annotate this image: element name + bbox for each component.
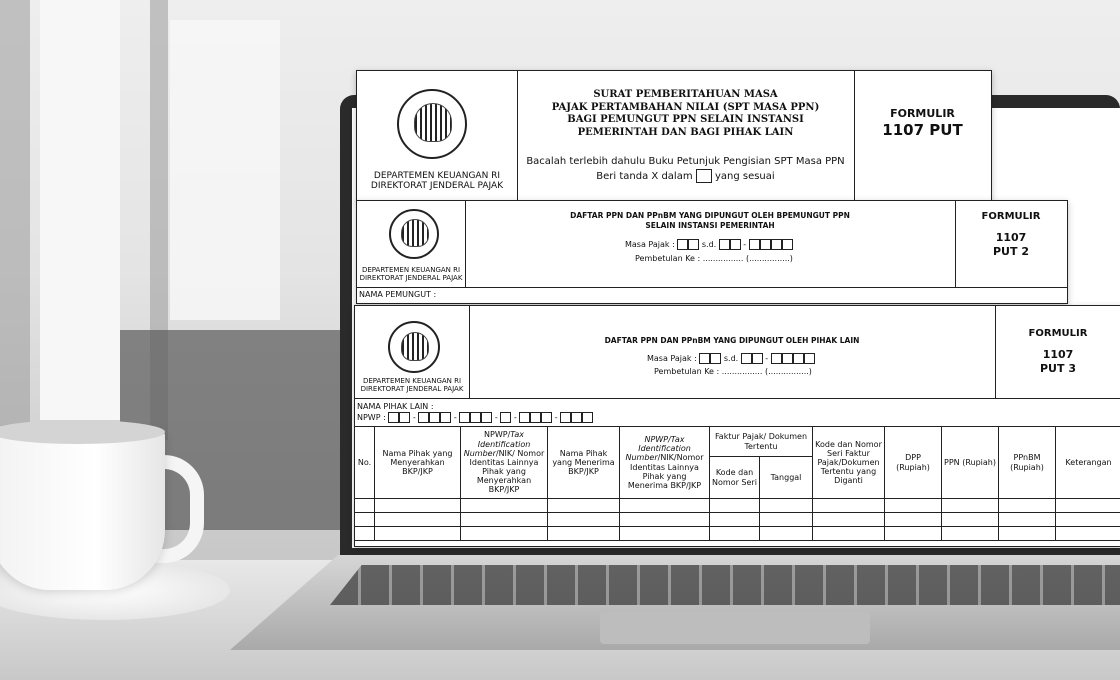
date-box (710, 353, 721, 364)
nama-pihak-lain-label: NAMA PIHAK LAIN : (357, 402, 434, 411)
masa-pajak-label: Masa Pajak : (647, 354, 697, 363)
date-box (760, 239, 771, 250)
dept-name (357, 266, 465, 282)
npwp-penerima-italic: Tax Identification Number (625, 434, 691, 463)
instruction-line-2 (517, 169, 854, 184)
npwp-label: NPWP : (357, 413, 386, 422)
pembetulan-row: Pembetulan Ke : ................ (................) (654, 367, 812, 376)
checkbox-sample (696, 169, 712, 183)
npwp-penerima-part: NPWP/ (644, 434, 671, 444)
col-header-kode-faktur: Kode dan Nomor Seri Faktur Pajak/Dokumen Tertentu yang Diganti (813, 427, 885, 499)
form-1107-put-2 (356, 200, 1068, 304)
formulir-code-2: PUT 3 (1040, 362, 1076, 375)
date-box (730, 239, 741, 250)
date-box (688, 239, 699, 250)
window-light (40, 0, 120, 420)
date-box (804, 353, 815, 364)
title-line-1: DAFTAR PPN DAN PPnBM YANG DIPUNGUT OLEH BPEMUNGUT PPN (570, 211, 850, 220)
title-line-2: SELAIN INSTANSI PEMERINTAH (645, 220, 775, 230)
logo-cell (357, 201, 466, 288)
laptop-keyboard (330, 565, 1120, 605)
coffee-cup (0, 430, 165, 590)
formulir-code: 1107 PUT (882, 121, 963, 139)
formulir-label: FORMULIR (1028, 328, 1088, 339)
wall-column (0, 0, 30, 440)
pembetulan-row: Pembetulan Ke : ................ (................) (635, 254, 793, 263)
form-1107-put-3 (354, 305, 1120, 547)
col-header-ppn: PPN (Rupiah) (942, 427, 999, 499)
col-header-no: No. (355, 427, 375, 499)
dept-line-2: DIREKTORAT JENDERAL PAJAK (370, 181, 504, 192)
instruction-post: yang sesuai (714, 170, 775, 182)
npwp-box (429, 412, 440, 423)
kemenkeu-emblem-icon (388, 321, 440, 373)
formulir-cell (854, 71, 991, 201)
npwp-box (388, 412, 399, 423)
npwp-box (530, 412, 541, 423)
date-box (793, 353, 804, 364)
npwp-box (571, 412, 582, 423)
date-box (699, 353, 710, 364)
npwp-box (582, 412, 593, 423)
npwp-box (500, 412, 511, 423)
col-header-nama-penyerah: Nama Pihak yang Menyerahkan BKP/JKP (375, 427, 461, 499)
window-light (170, 20, 280, 320)
formulir-cell (995, 306, 1120, 399)
title-line: BAGI PEMUNGUT PPN SELAIN INSTANSI (567, 114, 804, 125)
formulir-code-2: PUT 2 (993, 245, 1029, 258)
formulir-cell (955, 201, 1067, 288)
npwp-penyerah-part: NPWP/ (484, 430, 511, 440)
date-box (782, 353, 793, 364)
instruction-line-1: Bacalah terlebih dahulu Buku Petunjuk Pengisian SPT Masa PPN (526, 156, 845, 167)
date-box (749, 239, 760, 250)
nama-pemungut-row (359, 290, 436, 299)
table-row (355, 499, 1120, 513)
title-line: SURAT PEMBERITAHUAN MASA (593, 89, 778, 100)
npwp-box (440, 412, 451, 423)
npwp-box (470, 412, 481, 423)
col-header-nama-penerima: Nama Pihak yang Menerima BKP/JKP (548, 427, 620, 499)
kemenkeu-emblem-icon (397, 89, 467, 159)
col-header-npwp-penyerah (461, 427, 548, 499)
dept-line-2: DIREKTORAT JENDERAL PAJAK (360, 385, 464, 394)
date-box (752, 353, 763, 364)
date-box (719, 239, 730, 250)
formulir-label: FORMULIR (890, 107, 955, 120)
dept-line-1: DEPARTEMEN KEUANGAN RI (373, 171, 501, 181)
nama-pemungut-label: NAMA PEMUNGUT : (359, 290, 437, 299)
npwp-penyerah-rest: /NIK/ Nomor Identitas Lainnya Pihak yang Menyerahkan BKP/JKP (469, 448, 545, 495)
sd-label: s.d. (723, 354, 739, 363)
date-box (677, 239, 688, 250)
table-row (355, 513, 1120, 527)
logo-cell (357, 71, 518, 201)
form-1107-put (356, 70, 992, 202)
table-row (355, 527, 1120, 541)
form-title: DAFTAR PPN DAN PPnBM YANG DIPUNGUT OLEH PIHAK LAIN (604, 336, 860, 345)
col-header-kode-seri: Kode dan Nomor Seri (710, 457, 760, 499)
masa-pajak-row: Masa Pajak : s.d. - (625, 239, 793, 250)
date-box (782, 239, 793, 250)
laptop-trackpad (600, 612, 870, 644)
npwp-box (541, 412, 552, 423)
formulir-code-1: 1107 (995, 231, 1027, 244)
sd-label: s.d. (701, 240, 717, 249)
masa-pajak-label: Masa Pajak : (625, 240, 675, 249)
kemenkeu-emblem-icon (389, 209, 439, 259)
instruction-pre: Beri tanda X dalam (596, 170, 693, 182)
col-header-faktur: Faktur Pajak/ Dokumen Tertentu (710, 427, 813, 457)
npwp-row: NPWP : - - - - - (357, 412, 593, 423)
masa-pajak-row: Masa Pajak : s.d. - (647, 353, 815, 364)
npwp-box (399, 412, 410, 423)
title-cell (465, 201, 956, 288)
col-header-ppnbm: PPnBM (Rupiah) (999, 427, 1056, 499)
col-header-dpp: DPP (Rupiah) (885, 427, 942, 499)
formulir-label: FORMULIR (981, 211, 1041, 222)
title-line: PEMERINTAH DAN BAGI PIHAK LAIN (577, 126, 794, 138)
logo-cell (355, 306, 470, 399)
dept-line-1: DEPARTEMEN KEUANGAN RI (361, 266, 461, 274)
dept-line-2: DIREKTORAT JENDERAL PAJAK (359, 274, 463, 283)
dept-name (357, 171, 517, 192)
npwp-box (560, 412, 571, 423)
title-cell (469, 306, 996, 399)
form-title (517, 89, 854, 139)
instructions (517, 155, 854, 183)
date-box (771, 239, 782, 250)
npwp-penyerah-italic: Tax Identification Number (463, 430, 531, 458)
npwp-box (481, 412, 492, 423)
formulir-code-1: 1107 (1042, 348, 1074, 361)
date-box (741, 353, 752, 364)
npwp-box (418, 412, 429, 423)
col-header-npwp-penerima (620, 427, 710, 499)
dept-name (355, 377, 469, 393)
col-header-keterangan: Keterangan (1056, 427, 1120, 499)
dept-line-1: DEPARTEMEN KEUANGAN RI (362, 377, 462, 385)
put3-table (354, 426, 1120, 541)
npwp-box (519, 412, 530, 423)
npwp-box (459, 412, 470, 423)
npwp-penerima-rest: /NIK/Nomor Identitas Lainnya Pihak yang Menerima BKP/JKP (627, 453, 704, 490)
title-line: PAJAK PERTAMBAHAN NILAI (SPT MASA PPN) (551, 101, 820, 113)
col-header-tanggal: Tanggal (760, 457, 813, 499)
form-title (465, 211, 955, 231)
date-box (771, 353, 782, 364)
title-cell (517, 71, 855, 201)
